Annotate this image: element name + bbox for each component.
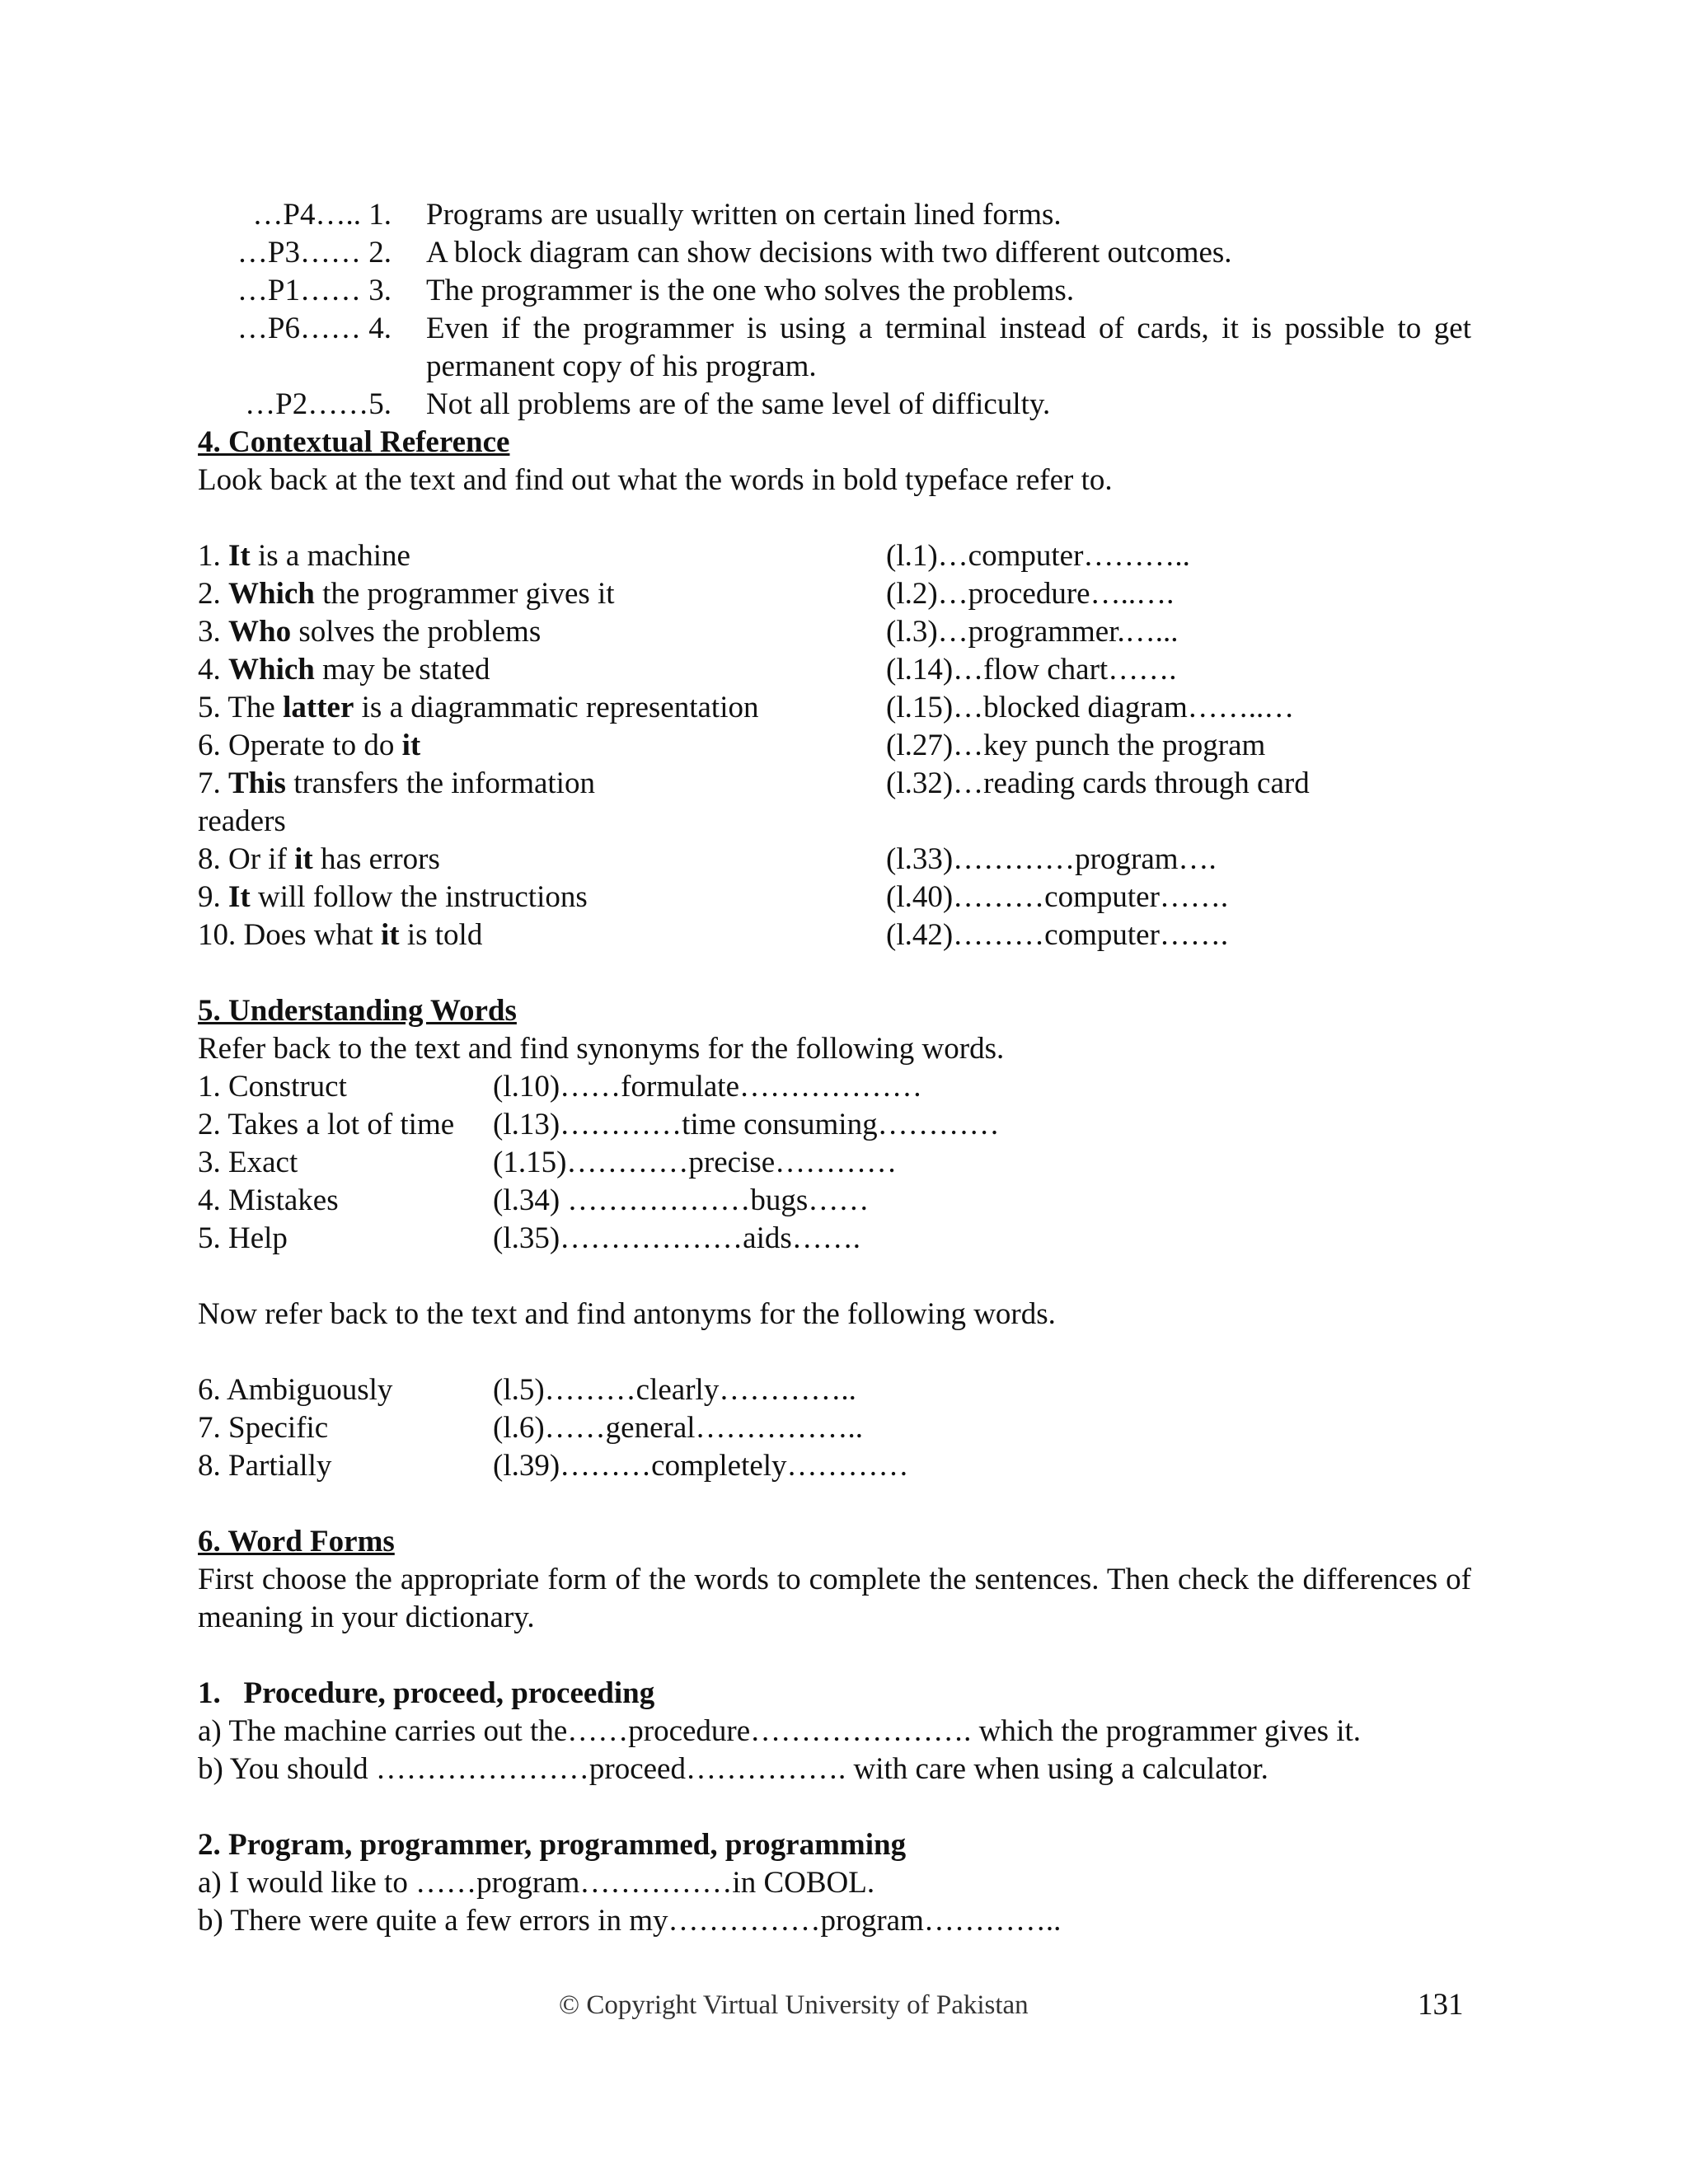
tf-item — [198, 386, 1471, 424]
synonym-answer: (l.13)…………time consuming………… — [493, 1108, 1000, 1141]
word-form-heading: 2. Program, programmer, programmed, programming — [198, 1828, 907, 1862]
antonym-item — [198, 1409, 1471, 1447]
cr-answer: (l.27)…key punch the program — [886, 729, 1266, 762]
section-heading-understanding-words: 5. Understanding Words — [198, 994, 517, 1028]
section-heading-word-forms: 6. Word Forms — [198, 1525, 395, 1558]
antonym-list — [198, 1371, 1471, 1485]
tf-item — [198, 196, 1471, 234]
cr-answer: (l.3)…programmer.…... — [886, 615, 1179, 649]
synonym-answer: (l.10)……formulate……………… — [493, 1070, 922, 1104]
antonym-answer: (l.39)………completely………… — [493, 1449, 909, 1483]
section-instruction: Refer back to the text and find synonyms for the following words. — [198, 1032, 1005, 1066]
antonym-word: 6. Ambiguously — [198, 1373, 393, 1407]
cr-phrase: 10. Does what it is told — [198, 918, 483, 952]
cr-item — [198, 803, 1471, 841]
synonym-answer: (l.35)………………aids……. — [493, 1221, 861, 1255]
synonym-list — [198, 1068, 1471, 1258]
word-form-sentence: a) The machine carries out the……procedure…………………. which the programmer gives it. — [198, 1714, 1362, 1748]
cr-phrase: 2. Which the programmer gives it — [198, 577, 615, 611]
cr-item — [198, 841, 1471, 879]
section-instruction: First choose the appropriate form of the words to complete the sentences. Then check the differences of meaning in your dictionary. — [198, 1563, 1471, 1634]
cr-item — [198, 727, 1471, 765]
antonym-answer: (l.5)………clearly………….. — [493, 1373, 856, 1407]
synonym-word: 4. Mistakes — [198, 1183, 339, 1217]
section-heading-contextual-reference: 4. Contextual Reference — [198, 425, 510, 459]
antonym-word: 8. Partially — [198, 1449, 332, 1483]
tf-item — [198, 234, 1471, 272]
tf-text: A block diagram can show decisions with two different outcomes. — [426, 236, 1232, 269]
synonym-item — [198, 1068, 1471, 1106]
page-content — [198, 196, 1471, 1940]
tf-item — [198, 272, 1471, 310]
contextual-reference-list — [198, 537, 1471, 954]
tf-text: Not all problems are of the same level of difficulty. — [426, 387, 1051, 421]
synonym-word: 2. Takes a lot of time — [198, 1108, 455, 1141]
cr-phrase: 7. This transfers the information — [198, 766, 595, 800]
word-form-sentence: b) There were quite a few errors in my……………program………….. — [198, 1904, 1062, 1938]
tf-mark-num: …P4….. 1. — [252, 198, 392, 232]
cr-phrase: 8. Or if it has errors — [198, 842, 440, 876]
cr-answer — [886, 803, 1471, 841]
cr-phrase: 6. Operate to do it — [198, 729, 421, 762]
synonym-answer: (1.15)…………precise………… — [493, 1146, 898, 1179]
cr-phrase: 5. The latter is a diagrammatic representation — [198, 691, 759, 724]
cr-answer: (l.40)………computer……. — [886, 880, 1229, 914]
page-number: 131 — [1418, 1988, 1464, 2022]
cr-item — [198, 689, 1471, 727]
word-form-heading: 1. Procedure, proceed, proceeding — [198, 1676, 655, 1710]
cr-item — [198, 765, 1471, 803]
cr-item — [198, 916, 1471, 954]
antonym-instruction: Now refer back to the text and find antonyms for the following words. — [198, 1297, 1056, 1331]
cr-phrase: 3. Who solves the problems — [198, 615, 542, 649]
cr-item — [198, 651, 1471, 689]
word-form-group — [198, 1826, 1471, 1940]
tf-text: The programmer is the one who solves the problems. — [426, 274, 1075, 307]
true-false-list — [198, 196, 1471, 424]
antonym-item — [198, 1447, 1471, 1485]
cr-answer: (l.15)…blocked diagram……..… — [886, 691, 1295, 724]
tf-mark-num: …P1…… 3. — [237, 274, 392, 307]
copyright-notice: © Copyright Virtual University of Pakistan — [559, 1990, 1029, 2020]
cr-item — [198, 537, 1471, 575]
cr-answer: (l.1)…computer……….. — [886, 539, 1190, 573]
cr-answer: (l.42)………computer……. — [886, 918, 1229, 952]
synonym-item — [198, 1144, 1471, 1182]
cr-phrase: 4. Which may be stated — [198, 653, 490, 687]
page-footer — [0, 1986, 1688, 2027]
tf-text: Programs are usually written on certain lined forms. — [426, 198, 1062, 232]
antonym-word: 7. Specific — [198, 1411, 329, 1445]
tf-mark-num: …P6…… 4. — [237, 312, 392, 345]
section-instruction: Look back at the text and find out what the words in bold typeface refer to. — [198, 463, 1113, 497]
cr-answer: (l.2)…procedure…..…. — [886, 577, 1175, 611]
cr-item — [198, 879, 1471, 916]
cr-answer: (l.32)…reading cards through card — [886, 766, 1310, 800]
synonym-word: 1. Construct — [198, 1070, 347, 1104]
tf-item — [198, 310, 1471, 386]
cr-phrase: readers — [198, 804, 286, 838]
tf-text: Even if the programmer is using a terminal instead of cards, it is possible to get permanent copy of his program. — [426, 312, 1471, 383]
antonym-answer: (l.6)……general…………….. — [493, 1411, 864, 1445]
word-form-sentence: a) I would like to ……program……………in COBOL. — [198, 1866, 875, 1900]
cr-phrase: 1. It is a machine — [198, 539, 410, 573]
tf-mark-num: …P2……5. — [245, 387, 392, 421]
cr-answer: (l.14)…flow chart……. — [886, 653, 1177, 687]
cr-phrase: 9. It will follow the instructions — [198, 880, 588, 914]
word-form-group — [198, 1675, 1471, 1788]
tf-mark-num: …P3…… 2. — [237, 236, 392, 269]
word-form-sentence: b) You should …………………proceed……………. with care when using a calculator. — [198, 1752, 1268, 1786]
cr-item — [198, 575, 1471, 613]
antonym-item — [198, 1371, 1471, 1409]
synonym-word: 5. Help — [198, 1221, 288, 1255]
cr-item — [198, 613, 1471, 651]
synonym-word: 3. Exact — [198, 1146, 298, 1179]
cr-answer: (l.33)…………program…. — [886, 842, 1217, 876]
synonym-item — [198, 1220, 1471, 1258]
synonym-item — [198, 1182, 1471, 1220]
synonym-answer: (l.34) ………………bugs…… — [493, 1183, 870, 1217]
synonym-item — [198, 1106, 1471, 1144]
